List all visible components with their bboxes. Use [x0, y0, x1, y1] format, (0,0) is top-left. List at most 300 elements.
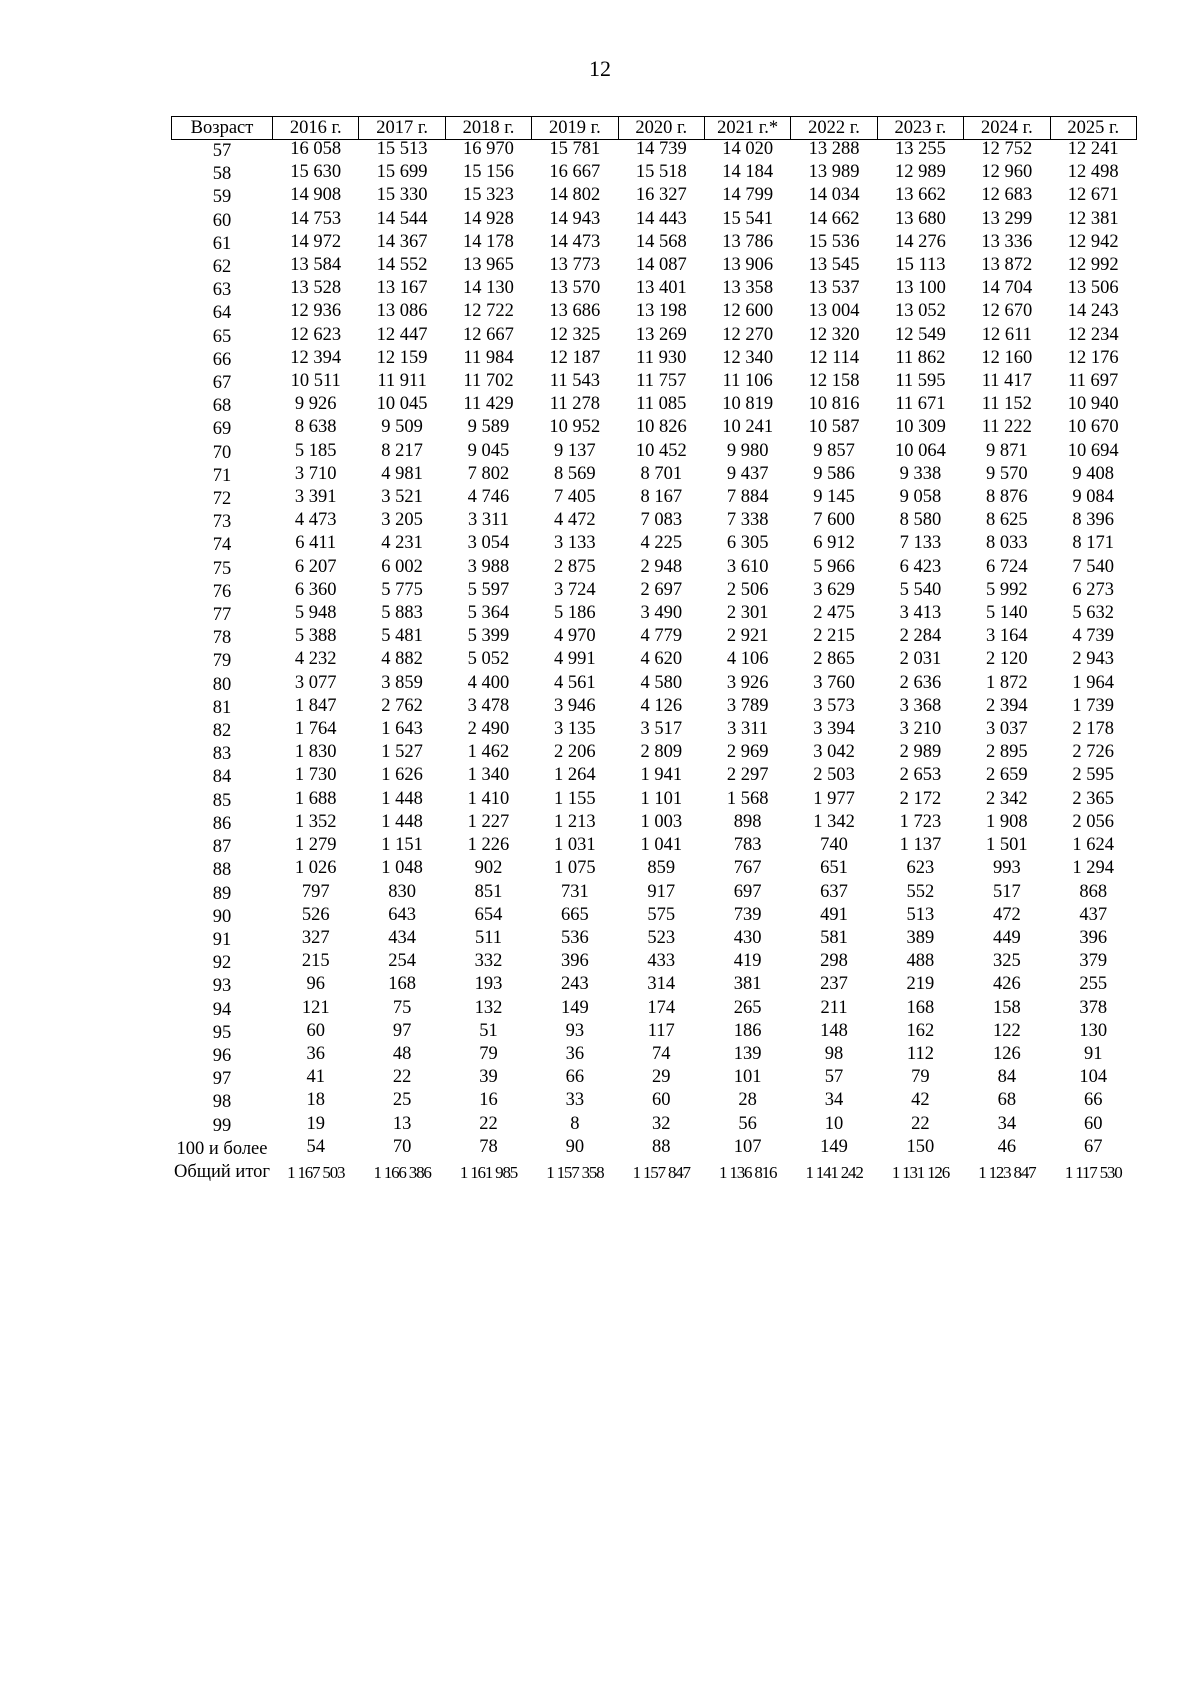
value-cell: 1 226 [467, 835, 510, 856]
value-cell: 1 026 [294, 858, 337, 879]
table-row [172, 349, 1137, 372]
value-cell: 4 561 [554, 672, 596, 693]
table-row [172, 1045, 1137, 1068]
value-cell: 767 [733, 858, 762, 879]
value-cell: 1 117 530 [1064, 1162, 1122, 1182]
value-cell: 70 [392, 1136, 412, 1157]
value-cell: 9 857 [813, 440, 855, 461]
age-cell: 68 [212, 396, 232, 417]
value-cell: 325 [992, 951, 1021, 972]
value-cell: 3 521 [381, 487, 423, 508]
age-cell: Общий итог [173, 1161, 271, 1182]
value-cell: 1 031 [554, 835, 596, 856]
age-cell: 63 [212, 280, 232, 301]
value-cell: 1 501 [986, 835, 1028, 856]
value-cell: 697 [733, 881, 762, 902]
value-cell: 7 338 [726, 510, 769, 531]
value-cell: 7 884 [726, 487, 769, 508]
age-cell: 86 [212, 813, 232, 834]
table-row [172, 836, 1137, 859]
value-cell: 1 462 [467, 742, 510, 763]
column-header-year: 2025 г. [1050, 117, 1136, 140]
value-cell: 4 779 [640, 626, 683, 647]
value-cell: 54 [306, 1136, 325, 1157]
table-row [172, 1115, 1137, 1138]
value-cell: 12 320 [808, 324, 860, 345]
age-cell: 91 [212, 929, 232, 950]
value-cell: 2 394 [986, 695, 1028, 716]
value-cell: 11 671 [895, 394, 946, 415]
value-cell: 517 [992, 881, 1021, 902]
value-cell: 1 643 [381, 719, 423, 740]
value-cell: 9 058 [899, 487, 942, 508]
value-cell: 90 [565, 1136, 585, 1157]
value-cell: 46 [997, 1136, 1017, 1157]
table-row [172, 650, 1137, 673]
value-cell: 1 941 [640, 765, 683, 786]
value-cell: 10 [824, 1113, 844, 1134]
value-cell: 149 [820, 1136, 848, 1157]
value-cell: 3 054 [467, 533, 510, 554]
value-cell: 2 206 [554, 742, 596, 763]
value-cell: 29 [652, 1067, 671, 1088]
value-cell: 13 773 [549, 255, 601, 276]
value-cell: 96 [306, 974, 325, 995]
value-cell: 57 [824, 1067, 844, 1088]
age-cell: 94 [212, 999, 232, 1020]
value-cell: 158 [992, 997, 1021, 1018]
value-cell: 491 [820, 904, 848, 925]
value-cell: 1 723 [899, 811, 942, 832]
value-cell: 2 636 [899, 672, 942, 693]
table-row [172, 975, 1137, 998]
value-cell: 13 269 [635, 324, 687, 345]
value-cell: 14 544 [376, 208, 428, 229]
value-cell: 25 [392, 1090, 412, 1111]
value-cell: 14 704 [981, 278, 1033, 299]
value-cell: 13 584 [290, 255, 342, 276]
value-cell: 11 911 [377, 371, 427, 392]
value-cell: 15 113 [895, 255, 946, 276]
value-cell: 14 367 [376, 231, 428, 252]
value-cell: 12 671 [1067, 185, 1119, 206]
column-header-year: 2018 г. [445, 117, 531, 140]
value-cell: 39 [479, 1067, 498, 1088]
value-cell: 75 [392, 997, 412, 1018]
value-cell: 12 325 [549, 324, 601, 345]
table-row [172, 581, 1137, 604]
value-cell: 851 [474, 881, 503, 902]
value-cell: 11 543 [549, 371, 600, 392]
value-cell: 12 752 [981, 139, 1033, 159]
value-cell: 665 [560, 904, 589, 925]
value-cell: 1 136 816 [719, 1162, 777, 1182]
value-cell: 3 946 [554, 695, 596, 716]
value-cell: 11 702 [463, 371, 514, 392]
value-cell: 3 573 [813, 695, 855, 716]
value-cell: 3 368 [899, 695, 942, 716]
value-cell: 1 101 [640, 788, 683, 809]
value-cell: 98 [824, 1043, 844, 1064]
value-cell: 88 [652, 1136, 671, 1157]
value-cell: 11 984 [463, 347, 514, 368]
value-cell: 13 528 [290, 278, 342, 299]
value-cell: 2 490 [467, 719, 510, 740]
value-cell: 12 381 [1067, 208, 1119, 229]
value-cell: 9 408 [1072, 463, 1115, 484]
value-cell: 9 926 [294, 394, 337, 415]
value-cell: 2 948 [640, 556, 683, 577]
table-row [172, 163, 1137, 186]
value-cell: 107 [733, 1136, 762, 1157]
value-cell: 12 447 [376, 324, 428, 345]
value-cell: 298 [820, 951, 848, 972]
value-cell: 254 [388, 951, 416, 972]
value-cell: 9 145 [813, 487, 855, 508]
value-cell: 2 178 [1072, 719, 1115, 740]
value-cell: 42 [911, 1090, 930, 1111]
age-cell: 96 [212, 1045, 232, 1066]
value-cell: 1 688 [294, 788, 337, 809]
value-cell: 14 178 [463, 231, 514, 252]
value-cell: 101 [733, 1067, 762, 1088]
value-cell: 3 311 [727, 719, 769, 740]
age-cell: 57 [212, 141, 232, 161]
value-cell: 15 513 [376, 139, 428, 159]
value-cell: 3 164 [986, 626, 1028, 647]
column-header-year: 2023 г. [877, 117, 963, 140]
table-row [172, 1068, 1137, 1091]
value-cell: 1 264 [554, 765, 596, 786]
value-cell: 243 [560, 974, 589, 995]
value-cell: 7 600 [813, 510, 855, 531]
value-cell: 9 045 [467, 440, 510, 461]
value-cell: 1 166 386 [373, 1162, 431, 1182]
value-cell: 5 883 [381, 603, 423, 624]
value-cell: 10 511 [290, 371, 341, 392]
value-cell: 11 106 [722, 371, 773, 392]
value-cell: 902 [474, 858, 503, 879]
value-cell: 3 517 [640, 719, 683, 740]
value-cell: 396 [560, 951, 589, 972]
page-number: 12 [589, 56, 611, 81]
value-cell: 1 041 [640, 835, 683, 856]
table-row [172, 140, 1137, 164]
value-cell: 13 537 [808, 278, 860, 299]
value-cell: 16 [479, 1090, 498, 1111]
value-cell: 12 176 [1067, 347, 1119, 368]
value-cell: 1 739 [1072, 695, 1115, 716]
value-cell: 51 [479, 1020, 498, 1041]
table-row [172, 534, 1137, 557]
value-cell: 6 207 [294, 556, 337, 577]
age-cell: 61 [212, 233, 232, 254]
value-cell: 10 309 [894, 417, 946, 438]
value-cell: 3 490 [640, 603, 683, 624]
value-cell: 12 270 [722, 324, 774, 345]
value-cell: 3 205 [381, 510, 423, 531]
value-cell: 13 198 [635, 301, 687, 322]
value-cell: 1 527 [381, 742, 423, 763]
value-cell: 4 746 [467, 487, 510, 508]
table-row [172, 790, 1137, 813]
table-row [172, 766, 1137, 789]
value-cell: 5 186 [554, 603, 596, 624]
value-cell: 15 536 [808, 231, 860, 252]
column-header-year: 2024 г. [964, 117, 1050, 140]
value-cell: 13 680 [894, 208, 946, 229]
value-cell: 10 816 [808, 394, 860, 415]
value-cell: 16 058 [290, 139, 342, 159]
value-cell: 739 [733, 904, 762, 925]
value-cell: 389 [906, 927, 935, 948]
value-cell: 3 391 [294, 487, 337, 508]
value-cell: 67 [1083, 1136, 1103, 1157]
value-cell: 4 473 [294, 510, 337, 531]
age-cell: 90 [212, 906, 232, 927]
value-cell: 2 875 [554, 556, 596, 577]
value-cell: 2 056 [1072, 811, 1115, 832]
value-cell: 11 417 [981, 371, 1032, 392]
value-cell: 472 [992, 904, 1021, 925]
table-row [172, 697, 1137, 720]
value-cell: 5 966 [813, 556, 855, 577]
total-row [172, 1161, 1137, 1184]
value-cell: 15 518 [635, 162, 687, 183]
table-row [172, 372, 1137, 395]
value-cell: 654 [474, 904, 503, 925]
value-cell: 16 327 [635, 185, 687, 206]
age-cell: 77 [212, 605, 232, 626]
value-cell: 13 545 [808, 255, 860, 276]
value-cell: 13 255 [894, 139, 946, 159]
age-cell: 84 [212, 767, 232, 788]
value-cell: 10 045 [376, 394, 428, 415]
value-cell: 14 276 [894, 231, 946, 252]
value-cell: 10 826 [635, 417, 687, 438]
value-cell: 1 626 [381, 765, 423, 786]
value-cell: 488 [906, 951, 935, 972]
value-cell: 1 342 [813, 811, 855, 832]
age-cell: 92 [212, 953, 232, 974]
table-row [172, 488, 1137, 511]
value-cell: 13 004 [808, 301, 860, 322]
value-cell: 8 569 [554, 463, 596, 484]
value-cell: 3 042 [813, 742, 855, 763]
value-cell: 581 [820, 927, 848, 948]
value-cell: 14 130 [463, 278, 514, 299]
value-cell: 33 [565, 1090, 585, 1111]
table-row [172, 859, 1137, 882]
value-cell: 396 [1079, 927, 1108, 948]
value-cell: 2 506 [726, 579, 769, 600]
value-cell: 139 [733, 1043, 762, 1064]
table-row [172, 279, 1137, 302]
age-cell: 59 [212, 187, 232, 208]
value-cell: 66 [1083, 1090, 1103, 1111]
value-cell: 1 410 [467, 788, 510, 809]
age-cell: 70 [212, 442, 232, 463]
value-cell: 2 697 [640, 579, 683, 600]
value-cell: 12 187 [549, 347, 601, 368]
value-cell: 10 587 [808, 417, 860, 438]
value-cell: 13 686 [549, 301, 601, 322]
value-cell: 91 [1083, 1043, 1103, 1064]
value-cell: 13 052 [894, 301, 946, 322]
table-row [172, 1138, 1137, 1161]
value-cell: 9 586 [813, 463, 855, 484]
value-cell: 14 087 [635, 255, 687, 276]
age-cell: 71 [212, 465, 232, 486]
value-cell: 13 358 [722, 278, 774, 299]
value-cell: 1 294 [1072, 858, 1115, 879]
value-cell: 3 789 [726, 695, 769, 716]
value-cell: 10 694 [1067, 440, 1119, 461]
value-cell: 4 739 [1072, 626, 1115, 647]
value-cell: 2 595 [1072, 765, 1115, 786]
value-cell: 11 429 [463, 394, 514, 415]
value-cell: 3 413 [899, 603, 942, 624]
value-cell: 1 764 [294, 719, 337, 740]
value-cell: 5 388 [294, 626, 337, 647]
value-cell: 41 [306, 1067, 325, 1088]
value-cell: 1 151 [381, 835, 423, 856]
value-cell: 14 552 [376, 255, 428, 276]
value-cell: 15 330 [376, 185, 428, 206]
value-cell: 22 [911, 1113, 930, 1134]
value-cell: 162 [906, 1020, 935, 1041]
value-cell: 2 762 [381, 695, 423, 716]
value-cell: 13 401 [635, 278, 687, 299]
value-cell: 4 991 [554, 649, 596, 670]
value-cell: 12 989 [894, 162, 946, 183]
value-cell: 15 541 [722, 208, 774, 229]
table-row [172, 906, 1137, 929]
value-cell: 8 701 [640, 463, 683, 484]
value-cell: 8 167 [640, 487, 683, 508]
value-cell: 14 753 [290, 208, 342, 229]
value-cell: 13 506 [1067, 278, 1119, 299]
value-cell: 78 [479, 1136, 498, 1157]
value-cell: 1 977 [813, 788, 855, 809]
age-cell: 95 [212, 1022, 232, 1043]
value-cell: 186 [733, 1020, 762, 1041]
value-cell: 783 [733, 835, 762, 856]
table-row [172, 883, 1137, 906]
value-cell: 2 653 [899, 765, 942, 786]
value-cell: 2 969 [726, 742, 769, 763]
value-cell: 2 921 [726, 626, 769, 647]
column-header-year: 2021 г.* [704, 117, 790, 140]
age-cell: 58 [212, 164, 232, 185]
value-cell: 511 [474, 927, 503, 948]
value-cell: 2 726 [1072, 742, 1115, 763]
value-cell: 10 241 [722, 417, 774, 438]
table-row [172, 442, 1137, 465]
value-cell: 16 667 [549, 162, 601, 183]
table-row [172, 1091, 1137, 1114]
value-cell: 215 [301, 951, 330, 972]
value-cell: 14 972 [290, 231, 342, 252]
value-cell: 2 943 [1072, 649, 1115, 670]
value-cell: 637 [820, 881, 848, 902]
value-cell: 4 981 [381, 463, 423, 484]
value-cell: 117 [647, 1020, 675, 1041]
value-cell: 6 273 [1072, 579, 1115, 600]
value-cell: 13 872 [981, 255, 1033, 276]
value-cell: 5 481 [381, 626, 423, 647]
age-cell: 99 [212, 1115, 232, 1136]
value-cell: 14 184 [722, 162, 774, 183]
value-cell: 797 [301, 881, 330, 902]
value-cell: 15 781 [549, 139, 601, 159]
value-cell: 48 [392, 1043, 412, 1064]
value-cell: 7 405 [554, 487, 596, 508]
value-cell: 14 943 [549, 208, 601, 229]
value-cell: 1 123 847 [978, 1162, 1036, 1182]
value-cell: 526 [301, 904, 330, 925]
value-cell: 12 942 [1067, 231, 1119, 252]
age-cell: 65 [212, 326, 232, 347]
value-cell: 3 394 [813, 719, 855, 740]
column-header-year: 2016 г. [273, 117, 359, 140]
value-cell: 18 [306, 1090, 325, 1111]
value-cell: 4 400 [467, 672, 510, 693]
value-cell: 1 830 [294, 742, 337, 763]
value-cell: 60 [652, 1090, 671, 1111]
value-cell: 5 399 [467, 626, 510, 647]
value-cell: 22 [479, 1113, 498, 1134]
value-cell: 2 989 [899, 742, 942, 763]
value-cell: 1 227 [467, 811, 510, 832]
value-cell: 12 549 [894, 324, 946, 345]
value-cell: 830 [388, 881, 416, 902]
value-cell: 4 970 [554, 626, 596, 647]
table-row [172, 558, 1137, 581]
value-cell: 1 340 [467, 765, 510, 786]
value-cell: 449 [992, 927, 1021, 948]
value-cell: 13 965 [463, 255, 514, 276]
value-cell: 1 137 [899, 835, 942, 856]
table-row [172, 1022, 1137, 1045]
value-cell: 5 364 [467, 603, 510, 624]
value-cell: 13 662 [894, 185, 946, 206]
value-cell: 14 020 [722, 139, 774, 159]
value-cell: 15 630 [290, 162, 342, 183]
value-cell: 993 [992, 858, 1021, 879]
value-cell: 12 600 [722, 301, 774, 322]
value-cell: 3 210 [899, 719, 942, 740]
value-cell: 12 623 [290, 324, 342, 345]
value-cell: 14 908 [290, 185, 342, 206]
value-cell: 149 [560, 997, 589, 1018]
value-cell: 3 478 [467, 695, 510, 716]
value-cell: 5 185 [294, 440, 337, 461]
value-cell: 12 667 [463, 324, 514, 345]
age-cell: 93 [212, 976, 232, 997]
value-cell: 60 [306, 1020, 325, 1041]
value-cell: 14 473 [549, 231, 601, 252]
value-cell: 14 928 [463, 208, 514, 229]
age-cell: 81 [212, 697, 232, 718]
age-cell: 80 [212, 674, 232, 695]
column-header-year: 2017 г. [359, 117, 445, 140]
value-cell: 34 [997, 1113, 1017, 1134]
value-cell: 575 [647, 904, 676, 925]
table-row [172, 674, 1137, 697]
value-cell: 8 876 [986, 487, 1028, 508]
value-cell: 211 [820, 997, 848, 1018]
